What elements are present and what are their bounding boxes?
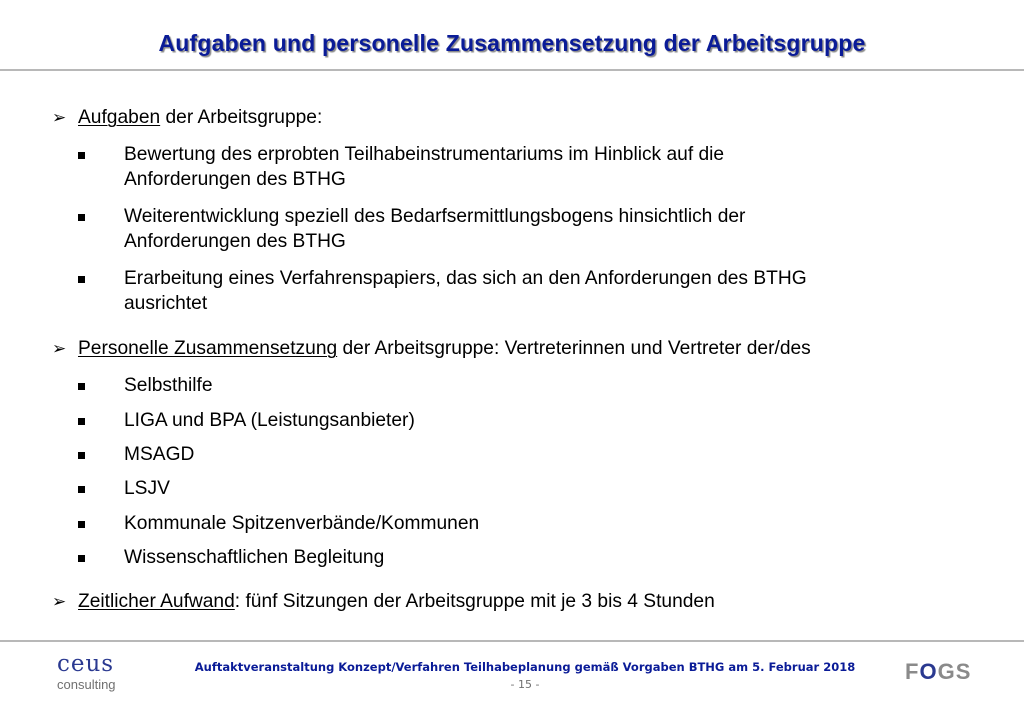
section-heading-keyword: Personelle Zusammensetzung <box>78 338 338 359</box>
list-item: LSJV <box>124 478 170 499</box>
section-heading <box>78 106 322 130</box>
list-item: Selbsthilfe <box>124 375 213 396</box>
bullet-square-icon <box>78 452 85 459</box>
list-item: Anforderungen des BTHG <box>124 169 346 190</box>
bullet-square-icon <box>78 152 85 159</box>
list-item: Kommunale Spitzenverbände/Kommunen <box>124 513 480 534</box>
bullet-square-icon <box>78 383 85 390</box>
fogs-logo: FOGS <box>905 659 972 684</box>
ceus-logo-subtitle: consulting <box>57 677 116 692</box>
list-item: MSAGD <box>124 444 195 465</box>
footer-divider <box>0 640 1024 642</box>
section-heading-text: : fünf Sitzungen der Arbeitsgruppe mit je 3 bis 4 Stunden <box>234 591 715 612</box>
ceus-logo: ceus <box>57 651 115 677</box>
list-item: LIGA und BPA (Leistungsanbieter) <box>124 410 415 431</box>
section-heading <box>78 337 811 361</box>
section-heading-text: der Arbeitsgruppe: Vertreterinnen und Vertreter der/des <box>337 338 811 359</box>
section-arrow-icon: ➢ <box>52 592 67 611</box>
section-heading-keyword: Aufgaben <box>78 107 161 128</box>
bullet-square-icon <box>78 276 85 283</box>
section-heading <box>78 590 715 614</box>
page-number: - 15 - <box>510 678 540 691</box>
bullet-square-icon <box>78 214 85 221</box>
list-item: ausrichtet <box>124 293 208 314</box>
bullet-square-icon <box>78 486 85 493</box>
list-item: Bewertung des erprobten Teilhabeinstrumentariums im Hinblick auf die <box>124 144 725 165</box>
section-heading-text: der Arbeitsgruppe: <box>160 107 323 128</box>
list-item: Wissenschaftlichen Begleitung <box>124 547 385 568</box>
section-arrow-icon: ➢ <box>52 108 67 127</box>
list-item: Weiterentwicklung speziell des Bedarfsermittlungsbogens hinsichtlich der <box>124 206 746 227</box>
bullet-square-icon <box>78 555 85 562</box>
bullet-square-icon <box>78 418 85 425</box>
list-item: Erarbeitung eines Verfahrenspapiers, das sich an den Anforderungen des BTHG <box>124 268 807 289</box>
footer-event-text: Auftaktveranstaltung Konzept/Verfahren Teilhabeplanung gemäß Vorgaben BTHG am 5. Februar 2018 <box>194 660 856 674</box>
section-heading-keyword: Zeitlicher Aufwand <box>78 591 235 612</box>
bullet-square-icon <box>78 521 85 528</box>
list-item: Anforderungen des BTHG <box>124 231 346 252</box>
slide-title: Aufgaben und personelle Zusammensetzung der Arbeitsgruppe <box>158 30 866 56</box>
section-arrow-icon: ➢ <box>52 339 67 358</box>
